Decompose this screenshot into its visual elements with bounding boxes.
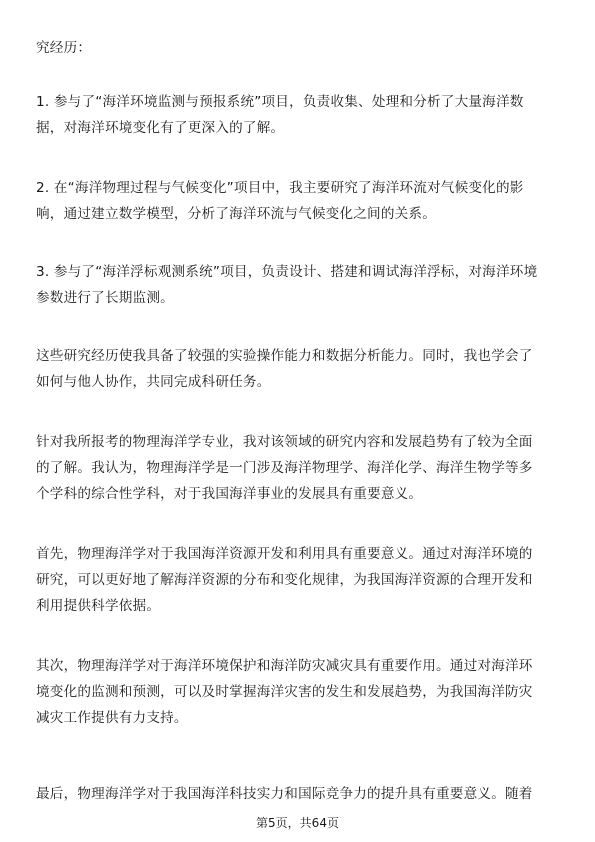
text-line: 响，通过建立数学模型，分析了海洋环流与气候变化之间的关系。 [36, 206, 437, 222]
text-line: 究经历： [36, 40, 92, 56]
text-line: 首先，物理海洋学对于我国海洋资源开发和利用具有重要意义。通过对海洋环境的 [36, 546, 533, 562]
text-line: 这些研究经历使我具备了较强的实验操作能力和数据分析能力。同时，我也学会了 [36, 348, 533, 364]
text-line: 减灾工作提供有力支持。 [36, 710, 188, 726]
paragraph-summary [36, 343, 562, 395]
paragraph-last-point [36, 781, 562, 807]
paragraph-second-point [36, 653, 562, 731]
text-line: 参数进行了长期监测。 [36, 290, 174, 306]
text-line: 1. 参与了“海洋环境监测与预报系统”项目，负责收集、处理和分析了大量海洋数 [36, 94, 524, 110]
text-line: 的了解。我认为，物理海洋学是一门涉及海洋物理学、海洋化学、海洋生物学等多 [36, 460, 533, 476]
paragraph-item-3 [36, 259, 562, 311]
paragraph-heading-fragment [36, 35, 562, 61]
paragraph-item-2 [36, 175, 562, 227]
paragraph-item-1 [36, 89, 562, 141]
text-line: 2. 在“海洋物理过程与气候变化”项目中，我主要研究了海洋环流对气候变化的影 [36, 180, 524, 196]
text-line: 境变化的监测和预测，可以及时掌握海洋灾害的发生和发展趋势，为我国海洋防灾 [36, 684, 533, 700]
page-number-footer: 第5页，共64页 [256, 816, 339, 830]
text-line: 研究，可以更好地了解海洋资源的分布和变化规律，为我国海洋资源的合理开发和 [36, 572, 533, 588]
text-line: 据，对海洋环境变化有了更深入的了解。 [36, 120, 285, 136]
text-line: 针对我所报考的物理海洋学专业，我对该领域的研究内容和发展趋势有了较为全面 [36, 434, 533, 450]
text-line: 利用提供科学依据。 [36, 598, 161, 614]
text-line: 个学科的综合性学科，对于我国海洋事业的发展具有重要意义。 [36, 486, 423, 502]
text-line: 如何与他人协作，共同完成科研任务。 [36, 374, 271, 390]
text-line: 3. 参与了“海洋浮标观测系统”项目，负责设计、搭建和调试海洋浮标，对海洋环境 [36, 264, 538, 280]
text-line: 其次，物理海洋学对于海洋环境保护和海洋防灾减灾具有重要作用。通过对海洋环 [36, 658, 533, 674]
text-line: 最后，物理海洋学对于我国海洋科技实力和国际竞争力的提升具有重要意义。随着 [36, 786, 533, 802]
paragraph-first-point [36, 541, 562, 619]
paragraph-major-intro [36, 429, 562, 507]
